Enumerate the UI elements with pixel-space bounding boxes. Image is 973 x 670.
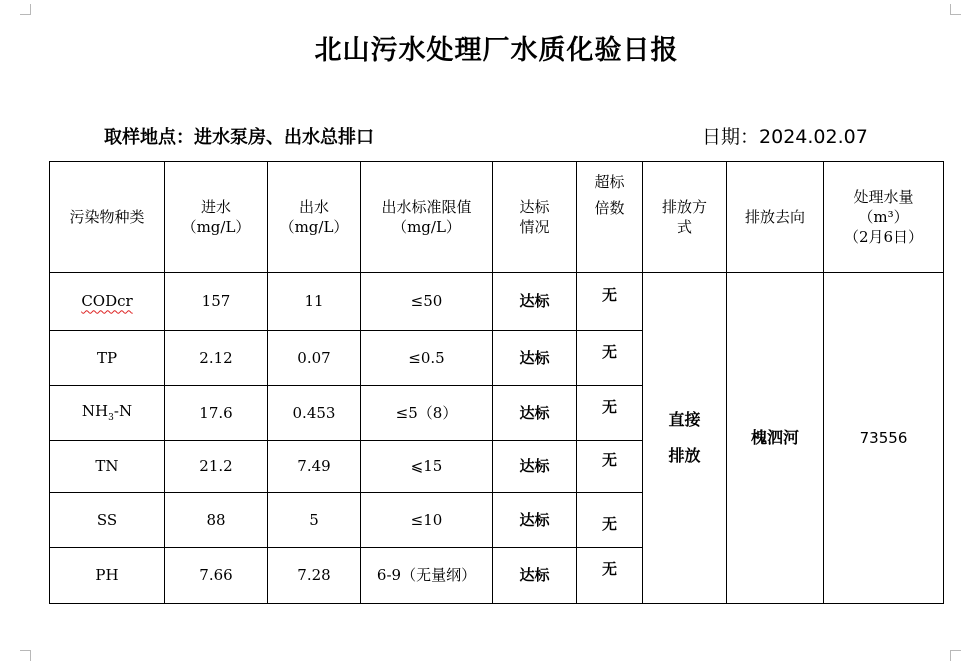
discharge-method-cell — [643, 273, 727, 604]
page-corner-mark — [20, 650, 31, 661]
exceed-text: 无 — [601, 397, 617, 416]
outflow-value: 7.28 — [268, 548, 361, 604]
date-value: 2024.02.07 — [759, 126, 868, 148]
header-outflow — [268, 162, 361, 273]
outflow-value: 7.49 — [268, 441, 361, 493]
status-value: 达标 — [493, 441, 577, 493]
header-discharge-method-line1: 排放方 — [661, 197, 707, 216]
pollutant-name: TN — [50, 441, 165, 493]
exceed-value — [577, 493, 643, 548]
header-volume — [824, 162, 944, 273]
page-corner-mark — [20, 4, 31, 15]
inflow-value: 21.2 — [165, 441, 268, 493]
exceed-value — [577, 386, 643, 441]
location-value: 进水泵房、出水总排口 — [194, 127, 374, 148]
limit-value: ≤50 — [361, 273, 493, 331]
header-limit-unit: （mg/L） — [392, 218, 461, 236]
page-corner-mark — [950, 650, 961, 661]
header-inflow-unit: （mg/L） — [181, 218, 251, 236]
sampling-location — [104, 123, 374, 149]
pollutant-codcr: CODcr — [81, 292, 133, 311]
inflow-value: 157 — [165, 273, 268, 331]
inflow-value: 88 — [165, 493, 268, 548]
pollutant-nh-main: NH — [81, 402, 109, 421]
outflow-value: 0.07 — [268, 331, 361, 386]
inflow-value: 17.6 — [165, 386, 268, 441]
header-row — [50, 162, 944, 273]
report-title: 北山污水处理厂水质化验日报 — [314, 35, 679, 66]
header-compliance-line1: 达标 — [519, 197, 550, 216]
header-limit-label: 出水标准限值 — [381, 197, 472, 216]
exceed-value — [577, 548, 643, 604]
limit-value: ≤10 — [361, 493, 493, 548]
pollutant-name — [50, 273, 165, 331]
exceed-value — [577, 441, 643, 493]
header-pollutant: 污染物种类 — [50, 162, 165, 273]
limit-value: ≤0.5 — [361, 331, 493, 386]
pollutant-name: SS — [50, 493, 165, 548]
outflow-value: 11 — [268, 273, 361, 331]
status-value: 达标 — [493, 273, 577, 331]
exceed-value — [577, 273, 643, 331]
discharge-method-line2: 排放 — [668, 446, 701, 465]
location-label: 取样地点： — [104, 127, 194, 148]
pollutant-nh-subscript: 3 — [108, 413, 114, 424]
exceed-text: 无 — [601, 286, 617, 305]
report-date — [702, 122, 868, 149]
header-exceed-line2: 倍数 — [594, 199, 625, 218]
page-corner-mark — [950, 4, 961, 15]
table-row — [50, 273, 944, 331]
header-volume-line2: （m³） — [858, 207, 909, 226]
header-volume-line1: 处理水量 — [853, 187, 914, 206]
header-inflow-label: 进水 — [200, 197, 231, 216]
water-quality-table — [49, 161, 944, 604]
outflow-value: 0.453 — [268, 386, 361, 441]
limit-value: 6-9（无量纲） — [361, 548, 493, 604]
exceed-text: 无 — [601, 342, 617, 361]
header-discharge-dest: 排放去向 — [727, 162, 824, 273]
status-value: 达标 — [493, 493, 577, 548]
pollutant-name: PH — [50, 548, 165, 604]
status-value: 达标 — [493, 386, 577, 441]
header-compliance-line2: 情况 — [519, 218, 550, 236]
exceed-text: 无 — [601, 451, 617, 470]
status-value: 达标 — [493, 331, 577, 386]
pollutant-name: TP — [50, 331, 165, 386]
discharge-method-line1: 直接 — [668, 410, 701, 430]
date-label: 日期： — [702, 126, 760, 148]
limit-value: ⩽15 — [361, 441, 493, 493]
header-inflow — [165, 162, 268, 273]
header-compliance — [493, 162, 577, 273]
header-discharge-method — [643, 162, 727, 273]
treated-volume-cell: 73556 — [824, 273, 944, 604]
exceed-value — [577, 331, 643, 386]
pollutant-name — [50, 386, 165, 441]
header-limit — [361, 162, 493, 273]
header-exceed — [577, 162, 643, 273]
pollutant-nh-tail: -N — [113, 402, 133, 421]
exceed-text: 无 — [601, 514, 617, 533]
limit-value: ≤5（8） — [361, 386, 493, 441]
header-exceed-line1: 超标 — [594, 173, 625, 191]
header-outflow-unit: （mg/L） — [279, 218, 349, 236]
discharge-dest-cell: 槐泗河 — [727, 273, 824, 604]
header-outflow-label: 出水 — [298, 197, 329, 216]
inflow-value: 2.12 — [165, 331, 268, 386]
status-value: 达标 — [493, 548, 577, 604]
header-volume-line3: （2月6日） — [843, 228, 924, 247]
outflow-value: 5 — [268, 493, 361, 548]
header-discharge-method-line2: 式 — [676, 218, 692, 236]
exceed-text: 无 — [601, 560, 617, 579]
inflow-value: 7.66 — [165, 548, 268, 604]
